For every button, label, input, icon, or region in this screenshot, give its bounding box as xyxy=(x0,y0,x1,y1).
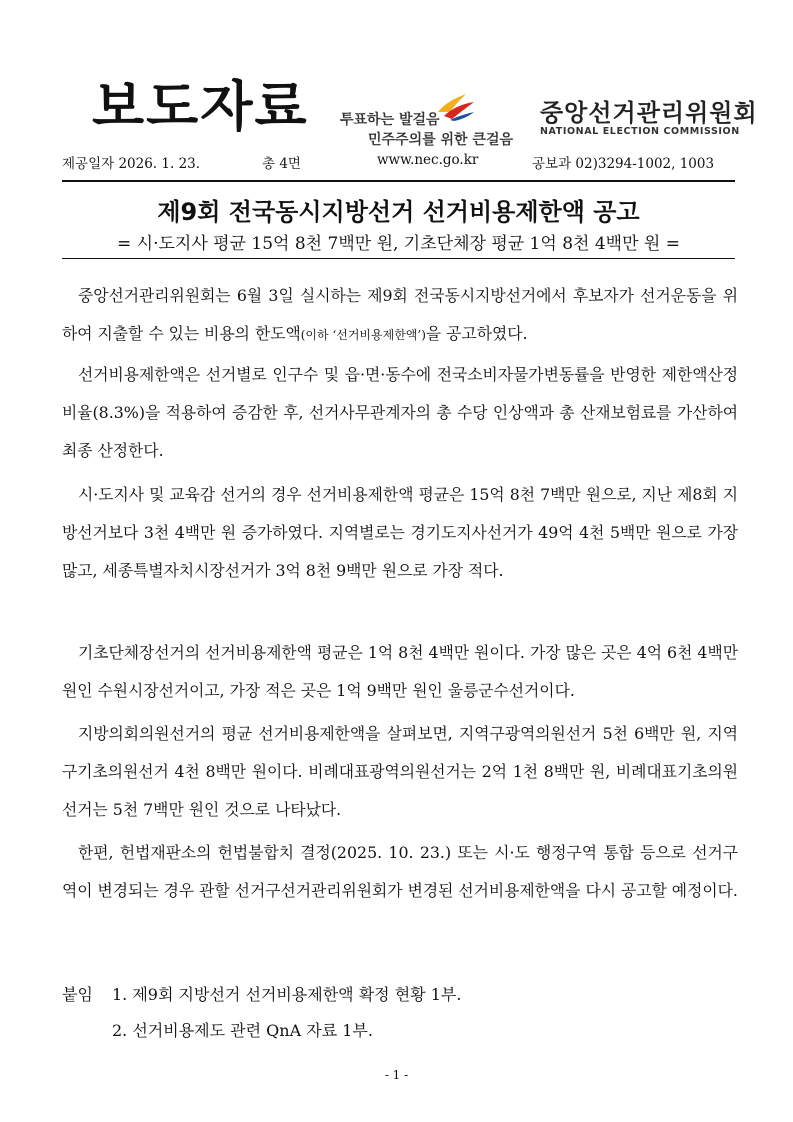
headline: 제9회 전국동시지방선거 선거비용제한액 공고 xyxy=(157,198,640,226)
press-release-title: 보도자료 xyxy=(92,75,309,138)
nec-bird-logo-icon xyxy=(436,92,476,122)
divider xyxy=(62,258,735,259)
body-paragraph-1 xyxy=(62,277,738,354)
attachments-label: 붙임 xyxy=(62,985,93,1004)
attachment-item: 2. 선거비용제도 관련 QnA 자료 1부. xyxy=(112,1021,373,1040)
body-paragraph-3: 시·도지사 및 교육감 선거의 경우 선거비용제한액 평균은 15억 8천 7백만 원으로, 지난 제8회 지방선거보다 3천 4백만 원 증가하였다. 지역별로는 경기도지사선거가 49억 4천 5백만 원으로 가장 많고, 세종특별자치시장선거가 3억 8천 9백만 원으로 가장 적다. xyxy=(62,485,738,580)
body-paragraph-5: 지방의회의원선거의 평균 선거비용제한액을 살펴보면, 지역구광역의원선거 5천 6백만 원, 지역구기초의원선거 4천 8백만 원이다. 비례대표광역의원선거는 2억 1천 8백만 원, 비례대표기초의원선거는 5천 7백만 원인 것으로 나타났다. xyxy=(62,724,738,819)
release-date: 제공일자 2026. 1. 23. xyxy=(62,156,201,172)
subheadline: = 시·도지사 평균 15억 8천 7백만 원, 기초단체장 평균 1억 8천 4백만 원 = xyxy=(117,234,680,254)
body-paragraph-4: 기초단체장선거의 선거비용제한액 평균은 1억 8천 4백만 원이다. 가장 많은 곳은 4억 6천 4백만 원인 수원시장선거이고, 가장 적은 곳은 1억 9백만 원인 울릉군수선거이다. xyxy=(62,643,738,700)
contact-info: 공보과 02)3294-1002, 1003 xyxy=(532,156,715,172)
slogan xyxy=(340,110,513,150)
paragraph-text: 중앙선거관리위원회는 6월 3일 실시하는 제9회 전국동시지방선거에서 후보자가 선거운동을 위하여 지출할 수 있는 비용의 한도액 xyxy=(62,286,738,343)
page-count: 총 4면 xyxy=(262,156,301,172)
website-link[interactable]: www.nec.go.kr xyxy=(377,152,479,168)
slogan-line-1: 투표하는 발걸음 xyxy=(340,112,440,128)
page-number: - 1 - xyxy=(384,1068,409,1082)
abbreviation-note: (이하 ‘선거비용제한액’) xyxy=(300,328,426,342)
divider xyxy=(62,180,735,182)
release-meta xyxy=(62,152,732,172)
body-paragraph-2: 선거비용제한액은 선거별로 인구수 및 읍·면·동수에 전국소비자물가변동률을 반영한 제한액산정비율(8.3%)을 적용하여 증감한 후, 선거사무관계자의 총 수당 인상액과 총 산재보험료를 가산하여 최종 산정한다. xyxy=(62,365,738,460)
paragraph-text: 을 공고하였다. xyxy=(425,324,528,343)
slogan-line-2: 민주주의를 위한 큰걸음 xyxy=(368,132,513,148)
attachment-item: 1. 제9회 지방선거 선거비용제한액 확정 현황 1부. xyxy=(112,985,462,1004)
body-paragraph-6: 한편, 헌법재판소의 헌법불합치 결정(2025. 10. 23.) 또는 시·도 행정구역 통합 등으로 선거구역이 변경되는 경우 관할 선거구선거관리위원회가 변경된 선거비용제한액을 다시 공고할 예정이다. xyxy=(62,843,738,900)
organization-name: 중앙선거관리위원회 xyxy=(540,99,758,127)
organization-name-english: NATIONAL ELECTION COMMISSION xyxy=(540,126,740,137)
